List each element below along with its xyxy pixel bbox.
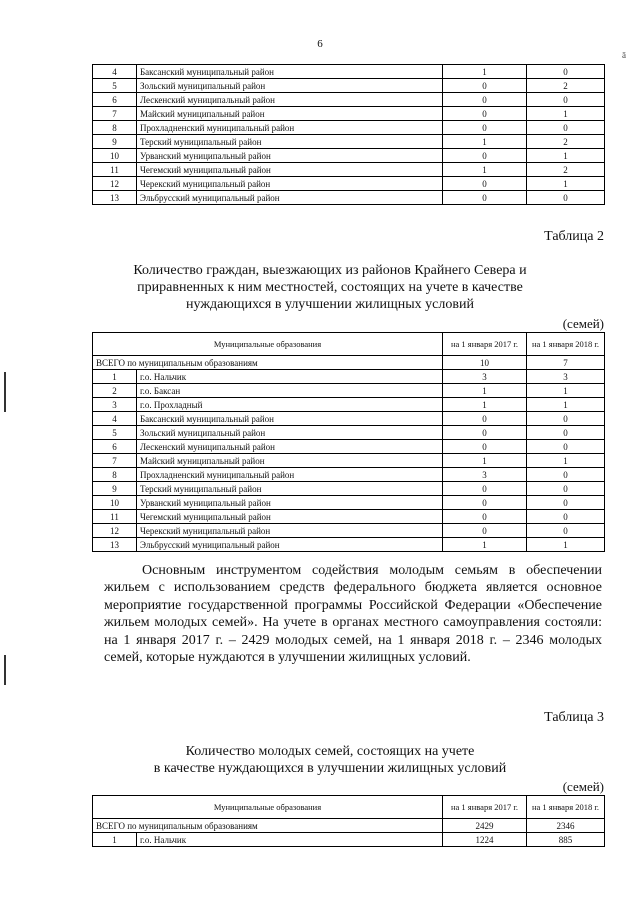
table-header-row xyxy=(93,796,605,819)
table3-caption xyxy=(60,743,600,777)
row-value-2017: 3 xyxy=(443,468,527,482)
row-municipality: Урванский муниципальный район xyxy=(137,496,443,510)
row-municipality: г.о. Баксан xyxy=(137,384,443,398)
header-municipality: Муниципальные образования xyxy=(93,333,443,356)
row-number: 8 xyxy=(93,121,137,135)
row-municipality: Лескенский муниципальный район xyxy=(137,440,443,454)
scan-edge-mark xyxy=(4,372,6,412)
row-value-2017: 0 xyxy=(443,191,527,205)
caption-line: Количество молодых семей, состоящих на учете xyxy=(185,744,475,759)
row-number: 4 xyxy=(93,65,137,79)
row-value-2018: 1 xyxy=(527,384,605,398)
total-2017: 10 xyxy=(443,356,527,370)
table3-label: Таблица 3 xyxy=(544,710,604,725)
row-municipality: Баксанский муниципальный район xyxy=(137,65,443,79)
row-value-2017: 0 xyxy=(443,177,527,191)
table-header-row xyxy=(93,333,605,356)
row-value-2018: 2 xyxy=(527,79,605,93)
total-label: ВСЕГО по муниципальным образованиям xyxy=(93,356,443,370)
caption-line: нуждающихся в улучшении жилищных условий xyxy=(186,297,474,312)
table-row xyxy=(93,93,605,107)
table-row xyxy=(93,454,605,468)
row-municipality: Зольский муниципальный район xyxy=(137,79,443,93)
row-municipality: Терский муниципальный район xyxy=(137,135,443,149)
row-value-2018: 2 xyxy=(527,163,605,177)
row-value-2017: 0 xyxy=(443,482,527,496)
table-row xyxy=(93,440,605,454)
table-row xyxy=(93,398,605,412)
total-2018: 7 xyxy=(527,356,605,370)
table-row xyxy=(93,384,605,398)
table-row xyxy=(93,135,605,149)
row-municipality: Эльбрусский муниципальный район xyxy=(137,191,443,205)
page-number: 6 xyxy=(317,38,323,50)
row-number: 9 xyxy=(93,135,137,149)
row-number: 6 xyxy=(93,93,137,107)
row-number: 11 xyxy=(93,163,137,177)
header-2018: на 1 января 2018 г. xyxy=(527,796,605,819)
header-2018: на 1 января 2018 г. xyxy=(527,333,605,356)
row-value-2018: 1 xyxy=(527,454,605,468)
row-value-2017: 0 xyxy=(443,79,527,93)
total-row xyxy=(93,356,605,370)
row-value-2018: 0 xyxy=(527,468,605,482)
row-value-2017: 0 xyxy=(443,524,527,538)
row-number: 12 xyxy=(93,177,137,191)
table-row xyxy=(93,149,605,163)
row-municipality: Прохладненский муниципальный район xyxy=(137,121,443,135)
table3-body xyxy=(93,819,605,847)
row-value-2017: 0 xyxy=(443,426,527,440)
row-number: 7 xyxy=(93,107,137,121)
row-value-2017: 0 xyxy=(443,510,527,524)
row-value-2018: 885 xyxy=(527,833,605,847)
row-municipality: Эльбрусский муниципальный район xyxy=(137,538,443,552)
table-row xyxy=(93,482,605,496)
row-value-2018: 0 xyxy=(527,412,605,426)
table-row xyxy=(93,121,605,135)
row-number: 2 xyxy=(93,384,137,398)
table-row xyxy=(93,496,605,510)
row-value-2017: 0 xyxy=(443,412,527,426)
row-value-2018: 1 xyxy=(527,149,605,163)
scan-speck: ā xyxy=(622,50,626,60)
row-value-2018: 0 xyxy=(527,93,605,107)
row-municipality: г.о. Прохладный xyxy=(137,398,443,412)
row-number: 10 xyxy=(93,496,137,510)
row-number: 9 xyxy=(93,482,137,496)
scan-edge-mark xyxy=(4,655,6,685)
row-value-2018: 0 xyxy=(527,496,605,510)
row-municipality: г.о. Нальчик xyxy=(137,833,443,847)
row-value-2018: 0 xyxy=(527,524,605,538)
row-number: 1 xyxy=(93,370,137,384)
row-value-2018: 1 xyxy=(527,538,605,552)
row-number: 13 xyxy=(93,191,137,205)
row-value-2017: 1 xyxy=(443,454,527,468)
table-row xyxy=(93,412,605,426)
table2 xyxy=(92,332,605,552)
table-row xyxy=(93,468,605,482)
row-value-2018: 1 xyxy=(527,398,605,412)
total-2018: 2346 xyxy=(527,819,605,833)
table2-body xyxy=(93,356,605,552)
row-municipality: г.о. Нальчик xyxy=(137,370,443,384)
row-value-2017: 1224 xyxy=(443,833,527,847)
paragraph-text: Основным инструментом содействия молодым семьям в обеспечении жильем с использованием средств федерального бюджета является основное мероприятие государственной программы Российской Федерации «Обеспечение жильем молодых семей». На учете в органах местного самоуправления состояли: на 1 января 2017 г. – 2429 молодых семей, на 1 января 2018 г. – 2346 молодых семей, которые нуждаются в улучшении жилищных условий. xyxy=(104,563,602,666)
row-number: 10 xyxy=(93,149,137,163)
row-number: 3 xyxy=(93,398,137,412)
row-municipality: Чегемский муниципальный район xyxy=(137,510,443,524)
table-row xyxy=(93,191,605,205)
row-number: 5 xyxy=(93,426,137,440)
row-value-2017: 1 xyxy=(443,398,527,412)
table3-unit: (семей) xyxy=(562,779,604,794)
caption-line: приравненных к ним местностей, состоящих на учете в качестве xyxy=(137,280,523,295)
row-value-2018: 0 xyxy=(527,65,605,79)
row-municipality: Зольский муниципальный район xyxy=(137,426,443,440)
table-row xyxy=(93,177,605,191)
row-number: 13 xyxy=(93,538,137,552)
table-row xyxy=(93,524,605,538)
table-row xyxy=(93,510,605,524)
row-number: 11 xyxy=(93,510,137,524)
row-municipality: Черекский муниципальный район xyxy=(137,177,443,191)
row-value-2017: 1 xyxy=(443,538,527,552)
table-row xyxy=(93,79,605,93)
row-number: 8 xyxy=(93,468,137,482)
row-number: 5 xyxy=(93,79,137,93)
row-municipality: Баксанский муниципальный район xyxy=(137,412,443,426)
row-number: 1 xyxy=(93,833,137,847)
row-number: 4 xyxy=(93,412,137,426)
table2-caption xyxy=(60,262,600,313)
row-value-2018: 0 xyxy=(527,191,605,205)
table-row xyxy=(93,538,605,552)
total-2017: 2429 xyxy=(443,819,527,833)
row-municipality: Майский муниципальный район xyxy=(137,107,443,121)
row-number: 6 xyxy=(93,440,137,454)
header-2017: на 1 января 2017 г. xyxy=(443,333,527,356)
table1-continuation xyxy=(92,64,605,205)
row-value-2018: 3 xyxy=(527,370,605,384)
total-row xyxy=(93,819,605,833)
table-row xyxy=(93,107,605,121)
row-value-2018: 1 xyxy=(527,107,605,121)
row-municipality: Черекский муниципальный район xyxy=(137,524,443,538)
table1-body xyxy=(93,65,605,205)
row-value-2018: 0 xyxy=(527,440,605,454)
row-value-2018: 0 xyxy=(527,121,605,135)
table2-unit: (семей) xyxy=(562,316,604,331)
row-municipality: Майский муниципальный район xyxy=(137,454,443,468)
table-row xyxy=(93,163,605,177)
row-value-2017: 0 xyxy=(443,496,527,510)
total-label: ВСЕГО по муниципальным образованиям xyxy=(93,819,443,833)
table-row xyxy=(93,426,605,440)
row-value-2017: 0 xyxy=(443,121,527,135)
caption-line: в качестве нуждающихся в улучшении жилищных условий xyxy=(153,761,507,776)
row-value-2017: 1 xyxy=(443,65,527,79)
row-value-2018: 2 xyxy=(527,135,605,149)
row-municipality: Урванский муниципальный район xyxy=(137,149,443,163)
row-value-2017: 1 xyxy=(443,163,527,177)
row-municipality: Прохладненский муниципальный район xyxy=(137,468,443,482)
row-value-2018: 0 xyxy=(527,482,605,496)
row-municipality: Терский муниципальный район xyxy=(137,482,443,496)
row-value-2017: 0 xyxy=(443,149,527,163)
row-value-2017: 0 xyxy=(443,93,527,107)
row-value-2017: 0 xyxy=(443,107,527,121)
row-municipality: Чегемский муниципальный район xyxy=(137,163,443,177)
row-number: 12 xyxy=(93,524,137,538)
caption-line: Количество граждан, выезжающих из районов Крайнего Севера и xyxy=(133,263,527,278)
row-value-2017: 0 xyxy=(443,440,527,454)
header-municipality: Муниципальные образования xyxy=(93,796,443,819)
row-value-2017: 1 xyxy=(443,135,527,149)
table-row xyxy=(93,370,605,384)
row-value-2018: 1 xyxy=(527,177,605,191)
table-row xyxy=(93,65,605,79)
row-value-2017: 1 xyxy=(443,384,527,398)
table-row xyxy=(93,833,605,847)
table2-label: Таблица 2 xyxy=(544,229,604,244)
body-paragraph xyxy=(104,562,602,666)
row-number: 7 xyxy=(93,454,137,468)
row-value-2018: 0 xyxy=(527,510,605,524)
row-value-2017: 3 xyxy=(443,370,527,384)
row-municipality: Лескенский муниципальный район xyxy=(137,93,443,107)
row-value-2018: 0 xyxy=(527,426,605,440)
table3 xyxy=(92,795,605,847)
header-2017: на 1 января 2017 г. xyxy=(443,796,527,819)
